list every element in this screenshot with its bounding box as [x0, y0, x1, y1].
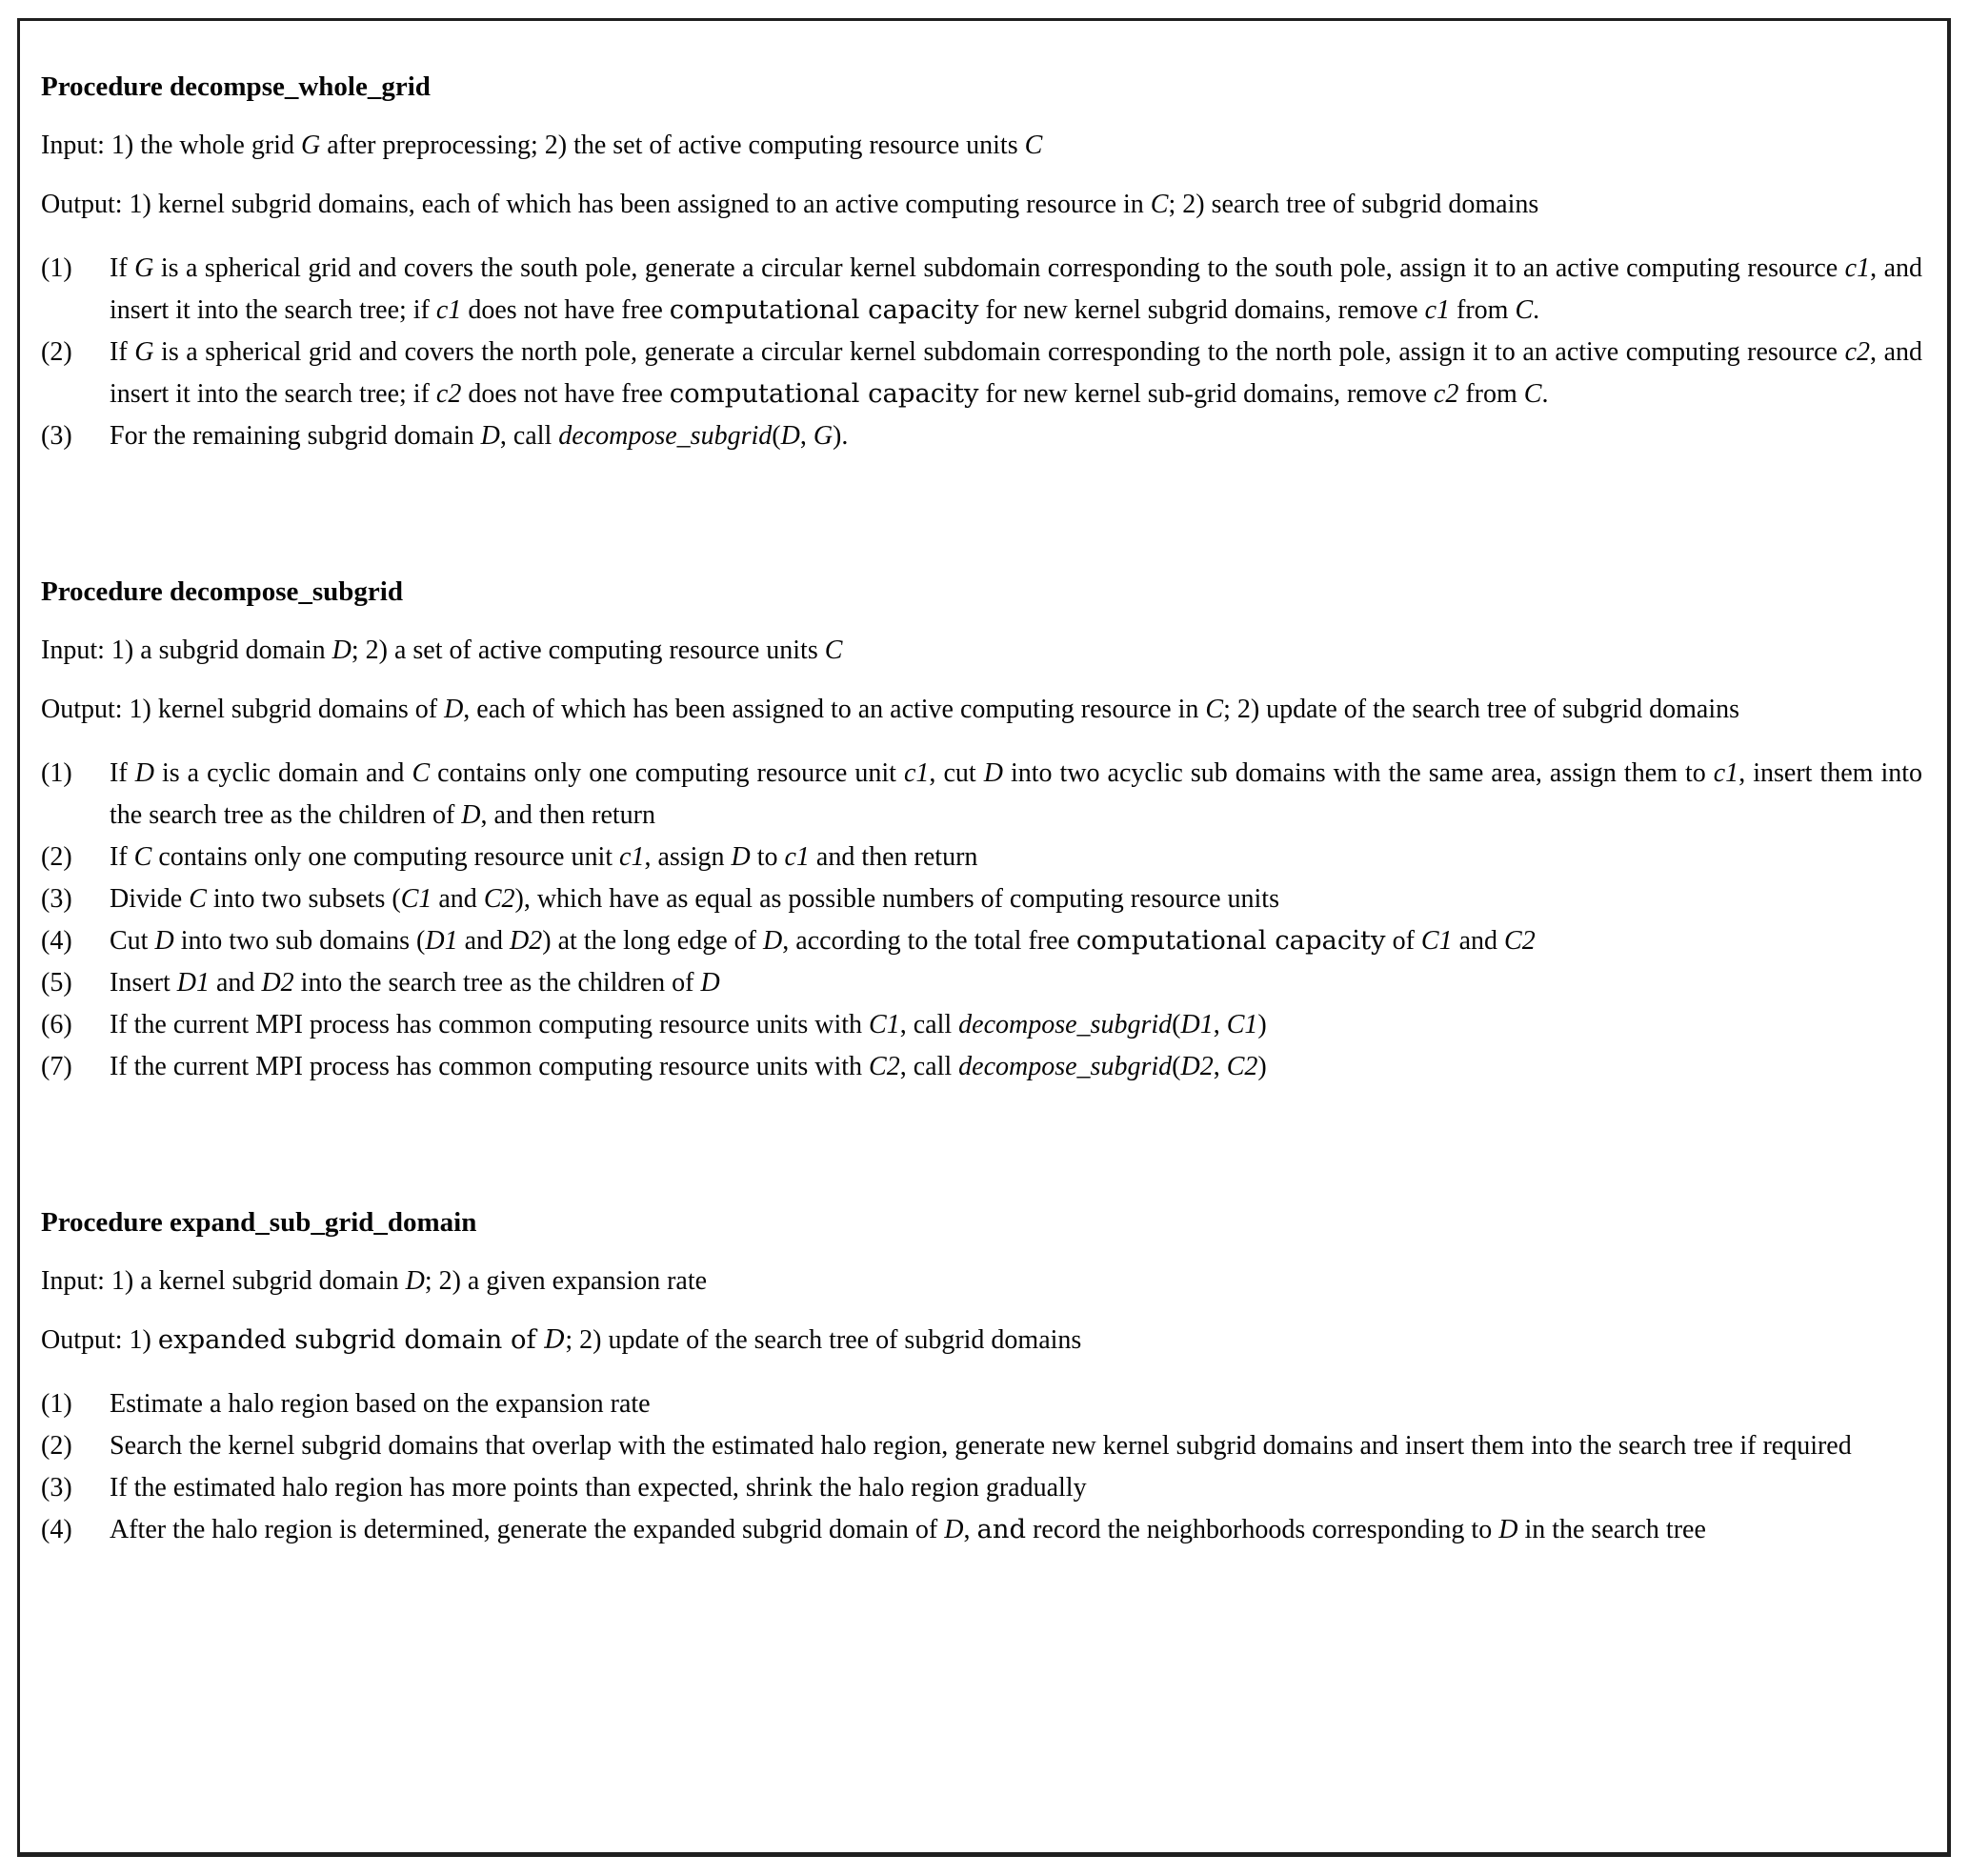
text-run: After the halo region is determined, generate the expanded subgrid domain of: [110, 1515, 945, 1544]
text-run: D: [944, 1515, 964, 1544]
text-run: contains only one computing resource unit: [151, 842, 620, 872]
io-lines: [41, 1252, 1922, 1370]
io-line: [41, 1252, 1922, 1311]
step-number: (4): [41, 1515, 72, 1544]
text-run: and: [1452, 926, 1505, 956]
text-run: Divide: [110, 884, 190, 914]
step-number: (1): [41, 1389, 72, 1419]
step-number: (2): [41, 1431, 72, 1461]
figure-content: [41, 63, 1922, 1551]
text-run: and: [432, 884, 484, 914]
text-run: G: [134, 253, 154, 283]
text-run: Input: 1) a kernel subgrid domain: [41, 1266, 406, 1296]
text-run: c1: [1424, 295, 1451, 325]
text-run: decompose_subgrid: [958, 1010, 1173, 1039]
step-text: [110, 1046, 1922, 1088]
text-run: into the search tree as the children of: [293, 968, 701, 998]
step-number: (1): [41, 758, 72, 788]
text-run: C1: [869, 1010, 900, 1039]
text-run: ,: [963, 1515, 977, 1544]
text-run: If: [110, 758, 135, 788]
text-run: Insert: [110, 968, 177, 998]
text-run: If: [110, 337, 135, 367]
text-run: c1: [784, 842, 810, 872]
text-run: record the neighborhoods corresponding to: [1026, 1515, 1499, 1544]
step-row: [41, 878, 1922, 920]
procedure-title: Procedure decompse_whole_grid: [41, 71, 431, 102]
text-run: G: [300, 131, 321, 160]
text-run: D2: [261, 968, 294, 998]
text-run: D: [405, 1266, 425, 1296]
step-row: [41, 332, 1922, 415]
io-line: [41, 175, 1922, 234]
step-number: (4): [41, 926, 72, 956]
text-run: c1: [1713, 758, 1739, 788]
text-run: D2: [510, 926, 543, 956]
text-run: ; 2) update of the search tree of subgrid domains: [565, 1325, 1082, 1355]
text-run: D: [1498, 1515, 1518, 1544]
text-run: If the estimated halo region has more points than expected, shrink the halo region gradually: [110, 1473, 1087, 1503]
text-run: for new kernel sub-grid domains, remove: [978, 379, 1434, 409]
text-run: c1: [435, 295, 462, 325]
text-run: D1: [176, 968, 210, 998]
text-run: c2: [435, 379, 462, 409]
text-run: is a cyclic domain and: [153, 758, 412, 788]
text-run: G: [134, 337, 154, 367]
step-number: (5): [41, 968, 72, 998]
text-run: C1: [1226, 1010, 1258, 1039]
text-run: C: [1515, 295, 1534, 325]
text-run: ,: [799, 421, 814, 451]
text-run: does not have free: [461, 295, 670, 325]
step-text: [110, 962, 1922, 1004]
step-row: [41, 753, 1922, 837]
text-run: c2: [1433, 379, 1459, 409]
text-run: ,: [1213, 1010, 1227, 1039]
text-run: ): [1257, 1010, 1267, 1039]
text-run: and: [210, 968, 262, 998]
text-run: , each of which has been assigned to an active computing resource in: [463, 695, 1206, 724]
text-run: (: [1172, 1010, 1181, 1039]
text-run: and: [457, 926, 511, 956]
text-run: c1: [1844, 253, 1871, 283]
text-run: into two acyclic sub domains with the same area, assign them to: [1002, 758, 1714, 788]
io-lines: [41, 621, 1922, 739]
text-run: to: [750, 842, 785, 872]
step-text: [110, 1383, 1922, 1425]
text-run: and: [976, 1515, 1027, 1544]
text-run: G: [813, 421, 834, 451]
step-row: [41, 962, 1922, 1004]
text-run: C2: [1226, 1052, 1258, 1081]
io-lines: [41, 116, 1922, 234]
text-run: If: [110, 842, 134, 872]
text-run: D: [154, 926, 174, 956]
text-run: C: [412, 758, 431, 788]
text-run: If: [110, 253, 135, 283]
text-run: Output: 1) kernel subgrid domains, each of which has been assigned to an active computing resource in: [41, 190, 1151, 219]
text-run: D: [731, 842, 751, 872]
steps-list: [41, 753, 1922, 1088]
text-run: C1: [400, 884, 432, 914]
text-run: ).: [833, 421, 849, 451]
step-number: (3): [41, 1473, 72, 1503]
text-run: D1: [1180, 1010, 1214, 1039]
text-run: C2: [483, 884, 515, 914]
step-row: [41, 1425, 1922, 1467]
text-run: C: [1024, 131, 1043, 160]
io-line: [41, 1311, 1922, 1370]
text-run: is a spherical grid and covers the south pole, generate a circular kernel subdomain corresponding to the south pole, assign it to an active computing resource: [153, 253, 1845, 283]
text-run: ; 2) update of the search tree of subgrid domains: [1223, 695, 1740, 724]
text-run: , and then return: [480, 800, 655, 830]
text-run: ): [1257, 1052, 1267, 1081]
text-run: from: [1458, 379, 1524, 409]
io-line: [41, 621, 1922, 680]
step-text: [110, 878, 1922, 920]
text-run: D: [444, 695, 464, 724]
text-run: for new kernel subgrid domains, remove: [978, 295, 1425, 325]
text-run: ,: [1213, 1052, 1227, 1081]
text-run: in the search tree: [1517, 1515, 1706, 1544]
text-run: Output: 1): [41, 1325, 158, 1355]
text-run: D: [332, 635, 352, 665]
text-run: computational capacity: [669, 295, 979, 325]
step-text: [110, 1467, 1922, 1509]
text-run: decompose_subgrid: [958, 1052, 1173, 1081]
step-row: [41, 1383, 1922, 1425]
text-run: C1: [1420, 926, 1453, 956]
text-run: , call: [899, 1010, 959, 1039]
text-run: D: [134, 758, 154, 788]
text-run: D: [544, 1325, 566, 1355]
text-run: decompose_subgrid: [558, 421, 773, 451]
text-run: from: [1450, 295, 1516, 325]
text-run: (: [772, 421, 781, 451]
step-row: [41, 837, 1922, 878]
step-text: [110, 837, 1922, 878]
text-run: D: [983, 758, 1003, 788]
steps-list: [41, 1383, 1922, 1551]
text-run: ; 2) search tree of subgrid domains: [1168, 190, 1539, 219]
text-run: C: [1150, 190, 1169, 219]
procedure-block: [41, 63, 1922, 457]
text-run: c2: [1844, 337, 1870, 367]
text-run: ; 2) a set of active computing resource units: [351, 635, 825, 665]
text-run: ) at the long edge of: [542, 926, 763, 956]
step-row: [41, 1509, 1922, 1551]
text-run: C: [1205, 695, 1224, 724]
text-run: is a spherical grid and covers the north pole, generate a circular kernel subdomain corresponding to the north pole, assign it to an active computing resource: [153, 337, 1845, 367]
text-run: C2: [1504, 926, 1536, 956]
step-text: [110, 248, 1922, 332]
text-run: and then return: [809, 842, 978, 872]
text-run: D: [762, 926, 783, 956]
text-run: expanded subgrid domain of: [157, 1325, 545, 1355]
text-run: does not have free: [461, 379, 670, 409]
step-row: [41, 248, 1922, 332]
text-run: C: [824, 635, 843, 665]
step-row: [41, 920, 1922, 962]
text-run: Cut: [110, 926, 155, 956]
procedure-title: Procedure decompose_subgrid: [41, 576, 403, 607]
procedure-block: [41, 1199, 1922, 1551]
step-text: [110, 1004, 1922, 1046]
text-run: , cut: [929, 758, 984, 788]
text-run: C: [189, 884, 207, 914]
step-number: (6): [41, 1010, 72, 1039]
procedure-block: [41, 568, 1922, 1088]
text-run: D2: [1180, 1052, 1214, 1081]
text-run: D1: [425, 926, 458, 956]
text-run: Input: 1) the whole grid: [41, 131, 301, 160]
text-run: If the current MPI process has common computing resource units with: [110, 1052, 870, 1081]
text-run: C: [1523, 379, 1542, 409]
figure-frame: [17, 18, 1951, 1857]
step-text: [110, 332, 1922, 415]
step-row: [41, 1004, 1922, 1046]
text-run: , assign: [644, 842, 732, 872]
text-run: c1: [903, 758, 930, 788]
text-run: D: [461, 800, 481, 830]
text-run: Search the kernel subgrid domains that overlap with the estimated halo region, generate new kernel subgrid domains and insert them into the search tree if required: [110, 1431, 1852, 1461]
text-run: into two subsets (: [206, 884, 401, 914]
step-row: [41, 415, 1922, 457]
text-run: Output: 1) kernel subgrid domains of: [41, 695, 445, 724]
text-run: D: [480, 421, 500, 451]
step-row: [41, 1046, 1922, 1088]
text-run: For the remaining subgrid domain: [110, 421, 481, 451]
text-run: of: [1385, 926, 1421, 956]
step-number: (2): [41, 842, 72, 872]
text-run: computational capacity: [1075, 926, 1386, 956]
io-line: [41, 116, 1922, 175]
text-run: , call: [499, 421, 559, 451]
text-run: , and insert it into the search tree; if: [110, 253, 1923, 325]
text-run: contains only one computing resource unit: [430, 758, 904, 788]
text-run: Estimate a halo region based on the expansion rate: [110, 1389, 651, 1419]
step-number: (3): [41, 421, 72, 451]
text-run: ; 2) a given expansion rate: [424, 1266, 708, 1296]
text-run: c1: [619, 842, 645, 872]
step-text: [110, 1425, 1922, 1467]
text-run: C2: [869, 1052, 900, 1081]
text-run: If the current MPI process has common computing resource units with: [110, 1010, 870, 1039]
text-run: .: [1533, 295, 1540, 325]
step-row: [41, 1467, 1922, 1509]
text-run: computational capacity: [669, 379, 979, 409]
step-text: [110, 415, 1922, 457]
steps-list: [41, 248, 1922, 457]
step-text: [110, 753, 1922, 837]
text-run: (: [1172, 1052, 1181, 1081]
step-text: [110, 920, 1922, 962]
text-run: ), which have as equal as possible numbers of computing resource units: [514, 884, 1279, 914]
step-number: (2): [41, 337, 72, 367]
text-run: , call: [899, 1052, 959, 1081]
text-run: , insert them into the search tree as the children of: [110, 758, 1923, 830]
text-run: .: [1541, 379, 1549, 409]
text-run: , and insert it into the search tree; if: [110, 337, 1923, 409]
text-run: D: [700, 968, 720, 998]
step-number: (3): [41, 884, 72, 914]
step-number: (1): [41, 253, 72, 283]
text-run: Input: 1) a subgrid domain: [41, 635, 332, 665]
text-run: into two sub domains (: [173, 926, 426, 956]
text-run: C: [133, 842, 152, 872]
step-number: (7): [41, 1052, 72, 1081]
text-run: D: [780, 421, 800, 451]
text-run: , according to the total free: [782, 926, 1076, 956]
io-line: [41, 680, 1922, 739]
step-text: [110, 1509, 1922, 1551]
procedure-title: Procedure expand_sub_grid_domain: [41, 1207, 477, 1238]
text-run: after preprocessing; 2) the set of active computing resource units: [320, 131, 1025, 160]
